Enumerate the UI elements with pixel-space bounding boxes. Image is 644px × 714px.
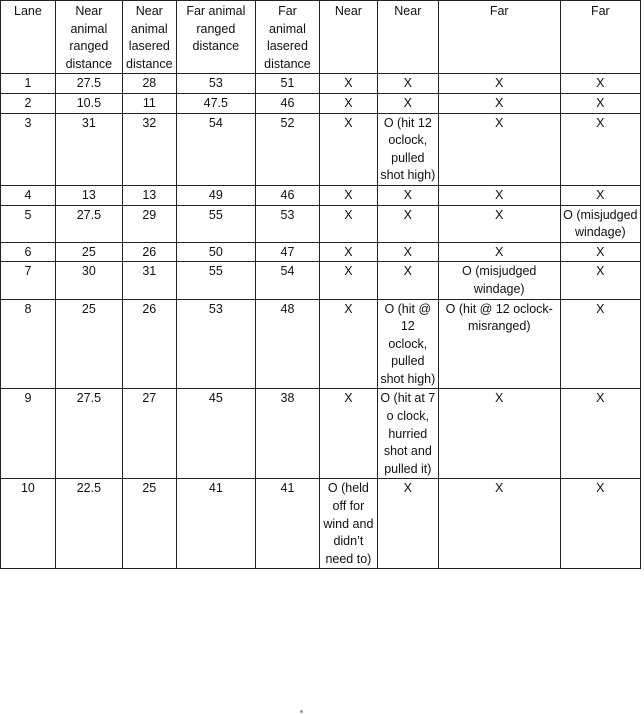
far-shot-1-cell: X [438, 479, 560, 569]
far-shot-1-cell: O (hit @ 12 oclock-misranged) [438, 299, 560, 389]
header-far-lasered: Far animal lasered distance [255, 1, 319, 74]
lane-cell: 5 [1, 205, 56, 242]
header-near-lasered: Near animal lasered distance [122, 1, 176, 74]
far-ranged-cell: 47.5 [176, 93, 255, 113]
lane-cell: 3 [1, 113, 56, 185]
near-shot-1-cell: X [319, 113, 377, 185]
near-shot-2-cell: O (hit at 7 o clock, hurried shot and pulled it) [377, 389, 438, 479]
header-lane: Lane [1, 1, 56, 74]
near-ranged-cell: 10.5 [55, 93, 122, 113]
far-lasered-cell: 41 [255, 479, 319, 569]
near-lasered-cell: 29 [122, 205, 176, 242]
far-ranged-cell: 49 [176, 185, 255, 205]
far-lasered-cell: 38 [255, 389, 319, 479]
lane-cell: 10 [1, 479, 56, 569]
near-ranged-cell: 13 [55, 185, 122, 205]
near-shot-2-cell: X [377, 205, 438, 242]
far-shot-1-cell: O (misjudged windage) [438, 262, 560, 299]
far-ranged-cell: 53 [176, 74, 255, 94]
near-shot-2-cell: O (hit @ 12 oclock, pulled shot high) [377, 299, 438, 389]
lane-cell: 6 [1, 242, 56, 262]
far-shot-1-cell: X [438, 74, 560, 94]
near-lasered-cell: 13 [122, 185, 176, 205]
table-row [1, 74, 641, 94]
near-ranged-cell: 22.5 [55, 479, 122, 569]
far-shot-2-cell: X [560, 262, 640, 299]
near-shot-1-cell: X [319, 262, 377, 299]
near-ranged-cell: 31 [55, 113, 122, 185]
far-shot-1-cell: X [438, 242, 560, 262]
far-shot-1-cell: X [438, 389, 560, 479]
table-row [1, 113, 641, 185]
far-shot-1-cell: X [438, 93, 560, 113]
header-far-ranged: Far animal ranged distance [176, 1, 255, 74]
near-shot-2-cell: X [377, 242, 438, 262]
far-lasered-cell: 53 [255, 205, 319, 242]
far-lasered-cell: 46 [255, 185, 319, 205]
far-shot-2-cell: X [560, 299, 640, 389]
near-lasered-cell: 32 [122, 113, 176, 185]
header-row [1, 1, 641, 74]
near-shot-2-cell: X [377, 185, 438, 205]
far-shot-2-cell: X [560, 389, 640, 479]
near-shot-1-cell: X [319, 242, 377, 262]
near-lasered-cell: 31 [122, 262, 176, 299]
table-row [1, 262, 641, 299]
header-near-ranged: Near animal ranged distance [55, 1, 122, 74]
near-lasered-cell: 26 [122, 242, 176, 262]
page-dot [300, 710, 303, 713]
near-shot-1-cell: X [319, 299, 377, 389]
header-far-2: Far [560, 1, 640, 74]
near-ranged-cell: 27.5 [55, 74, 122, 94]
near-shot-1-cell: X [319, 74, 377, 94]
header-near-2: Near [377, 1, 438, 74]
near-shot-2-cell: X [377, 262, 438, 299]
far-ranged-cell: 41 [176, 479, 255, 569]
near-shot-1-cell: X [319, 205, 377, 242]
far-ranged-cell: 50 [176, 242, 255, 262]
far-shot-2-cell: X [560, 185, 640, 205]
far-lasered-cell: 51 [255, 74, 319, 94]
near-ranged-cell: 25 [55, 242, 122, 262]
far-ranged-cell: 45 [176, 389, 255, 479]
near-ranged-cell: 27.5 [55, 389, 122, 479]
far-lasered-cell: 47 [255, 242, 319, 262]
near-ranged-cell: 27.5 [55, 205, 122, 242]
far-shot-1-cell: X [438, 113, 560, 185]
near-shot-2-cell: X [377, 479, 438, 569]
near-lasered-cell: 26 [122, 299, 176, 389]
far-ranged-cell: 55 [176, 205, 255, 242]
near-lasered-cell: 27 [122, 389, 176, 479]
near-ranged-cell: 25 [55, 299, 122, 389]
header-far-1: Far [438, 1, 560, 74]
near-lasered-cell: 11 [122, 93, 176, 113]
far-shot-1-cell: X [438, 185, 560, 205]
near-shot-2-cell: X [377, 74, 438, 94]
near-lasered-cell: 28 [122, 74, 176, 94]
lane-cell: 1 [1, 74, 56, 94]
far-lasered-cell: 48 [255, 299, 319, 389]
far-lasered-cell: 52 [255, 113, 319, 185]
near-lasered-cell: 25 [122, 479, 176, 569]
table-row [1, 299, 641, 389]
lane-cell: 4 [1, 185, 56, 205]
table-row [1, 93, 641, 113]
far-shot-2-cell: X [560, 93, 640, 113]
far-lasered-cell: 54 [255, 262, 319, 299]
near-shot-1-cell: X [319, 93, 377, 113]
near-shot-2-cell: X [377, 93, 438, 113]
near-shot-2-cell: O (hit 12 oclock, pulled shot high) [377, 113, 438, 185]
lane-cell: 8 [1, 299, 56, 389]
far-lasered-cell: 46 [255, 93, 319, 113]
lane-cell: 2 [1, 93, 56, 113]
far-shot-2-cell: X [560, 242, 640, 262]
far-ranged-cell: 55 [176, 262, 255, 299]
table-row [1, 205, 641, 242]
table-row [1, 479, 641, 569]
far-shot-2-cell: X [560, 479, 640, 569]
near-ranged-cell: 30 [55, 262, 122, 299]
far-shot-2-cell: X [560, 74, 640, 94]
far-shot-1-cell: X [438, 205, 560, 242]
far-ranged-cell: 53 [176, 299, 255, 389]
near-shot-1-cell: X [319, 389, 377, 479]
table-row [1, 185, 641, 205]
far-shot-2-cell: O (misjudged windage) [560, 205, 640, 242]
near-shot-1-cell: X [319, 185, 377, 205]
table-row [1, 389, 641, 479]
far-shot-2-cell: X [560, 113, 640, 185]
lane-cell: 7 [1, 262, 56, 299]
header-near-1: Near [319, 1, 377, 74]
table-row [1, 242, 641, 262]
lane-cell: 9 [1, 389, 56, 479]
far-ranged-cell: 54 [176, 113, 255, 185]
near-shot-1-cell: O (held off for wind and didn’t need to) [319, 479, 377, 569]
